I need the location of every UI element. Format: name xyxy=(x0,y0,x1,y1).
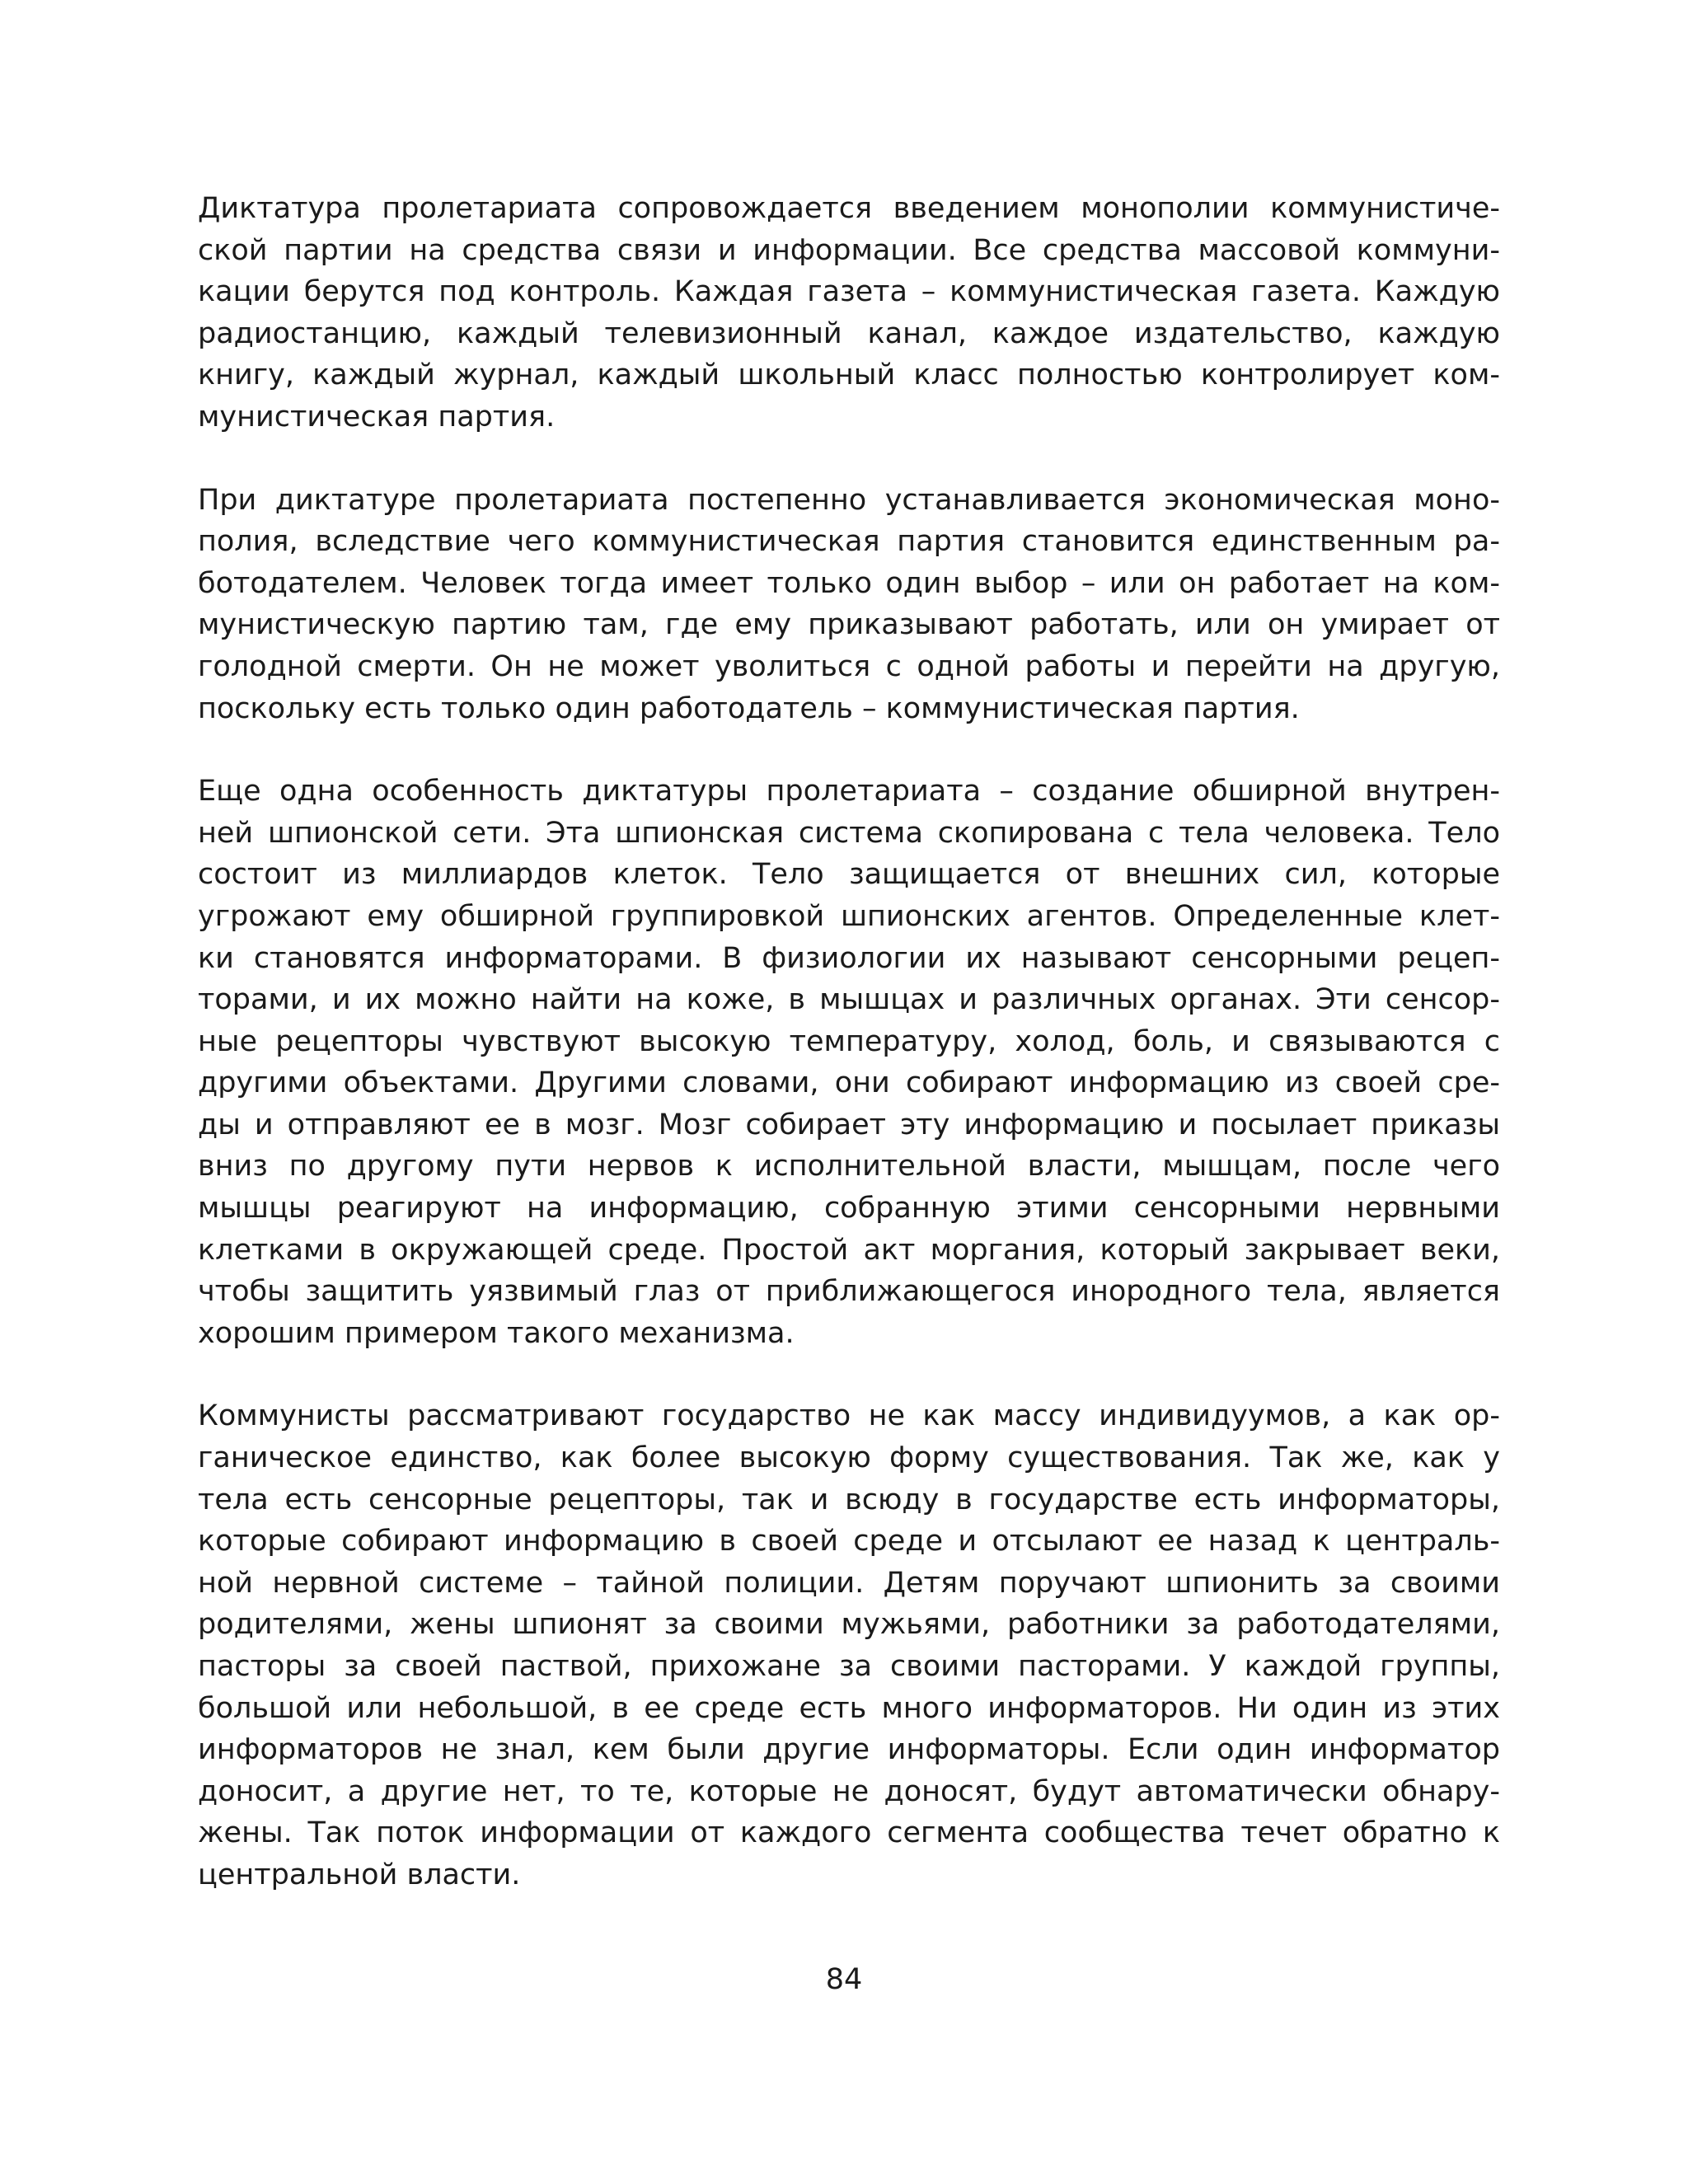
text-line: ной нервной системе – тайной полиции. Детям поручают шпионить за своими xyxy=(198,1566,1500,1600)
text-line: центральной власти. xyxy=(198,1858,521,1891)
text-line: ды и отправляют ее в мозг. Мозг собирает эту информацию и посылает приказы xyxy=(198,1108,1500,1141)
paragraph-2 xyxy=(198,480,1500,730)
text-line: вниз по другому пути нервов к исполнительной власти, мышцам, после чего xyxy=(198,1150,1500,1183)
text-line: поскольку есть только один работодатель – коммунистическая партия. xyxy=(198,691,1300,725)
page-number: 84 xyxy=(825,1963,863,1996)
text-line: Диктатура пролетариата сопровождается введением монополии коммунистиче- xyxy=(198,192,1500,225)
text-line: угрожают ему обширной группировкой шпионских агентов. Определенные клет- xyxy=(198,899,1500,933)
text-line: ки становятся информаторами. В физиологии их называют сенсорными рецеп- xyxy=(198,941,1500,975)
text-line: При диктатуре пролетариата постепенно устанавливается экономическая моно- xyxy=(198,483,1500,517)
text-line: информаторов не знал, кем были другие информаторы. Если один информатор xyxy=(198,1733,1500,1767)
text-line: мунистическую партию там, где ему приказывают работать, или он умирает от xyxy=(198,608,1500,642)
text-line: Коммунисты рассматривают государство не как массу индивидуумов, а как ор- xyxy=(198,1399,1500,1433)
text-line: чтобы защитить уязвимый глаз от приближающегося инородного тела, является xyxy=(198,1275,1500,1309)
text-line: ботодателем. Человек тогда имеет только один выбор – или он работает на ком- xyxy=(198,566,1500,600)
text-line: доносит, а другие нет, то те, которые не доносят, будут автоматически обнару- xyxy=(198,1774,1500,1808)
text-line: хорошим примером такого механизма. xyxy=(198,1316,795,1350)
text-line: пасторы за своей паствой, прихожане за своими пасторами. У каждой группы, xyxy=(198,1650,1500,1683)
text-line: полия, вследствие чего коммунистическая партия становится единственным ра- xyxy=(198,525,1500,559)
text-line: клетками в окружающей среде. Простой акт моргания, который закрывает веки, xyxy=(198,1233,1500,1267)
text-line: ные рецепторы чувствуют высокую температуру, холод, боль, и связываются с xyxy=(198,1024,1500,1058)
text-line: состоит из миллиардов клеток. Тело защищается от внешних сил, которые xyxy=(198,858,1500,892)
text-line: ганическое единство, как более высокую форму существования. Так же, как у xyxy=(198,1441,1500,1475)
text-line: мунистическая партия. xyxy=(198,400,556,434)
paragraph-3 xyxy=(198,771,1500,1354)
text-line: кации берутся под контроль. Каждая газета – коммунистическая газета. Каждую xyxy=(198,275,1500,309)
paragraph-1 xyxy=(198,188,1500,438)
text-line: торами, и их можно найти на коже, в мышцах и различных органах. Эти сенсор- xyxy=(198,983,1500,1017)
text-line: ской партии на средства связи и информации. Все средства массовой коммуни- xyxy=(198,233,1500,267)
text-line: другими объектами. Другими словами, они собирают информацию из своей сре- xyxy=(198,1066,1500,1100)
text-line: которые собирают информацию в своей среде и отсылают ее назад к централь- xyxy=(198,1525,1500,1558)
text-line: ней шпионской сети. Эта шпионская система скопирована с тела человека. Тело xyxy=(198,816,1500,850)
text-line: тела есть сенсорные рецепторы, так и всюду в государстве есть информаторы, xyxy=(198,1483,1500,1516)
text-line: Еще одна особенность диктатуры пролетариата – создание обширной внутрен- xyxy=(198,775,1500,808)
text-line: родителями, жены шпионят за своими мужьями, работники за работодателями, xyxy=(198,1608,1500,1642)
text-line: голодной смерти. Он не может уволиться с одной работы и перейти на другую, xyxy=(198,649,1500,683)
text-line: мышцы реагируют на информацию, собранную этими сенсорными нервными xyxy=(198,1192,1500,1226)
paragraph-4 xyxy=(198,1395,1500,1896)
body-text xyxy=(198,188,1500,1938)
text-line: радиостанцию, каждый телевизионный канал, каждое издательство, каждую xyxy=(198,316,1500,350)
text-line: большой или небольшой, в ее среде есть много информаторов. Ни один из этих xyxy=(198,1691,1500,1725)
text-line: жены. Так поток информации от каждого сегмента сообщества течет обратно к xyxy=(198,1816,1500,1850)
text-line: книгу, каждый журнал, каждый школьный класс полностью контролирует ком- xyxy=(198,359,1500,392)
